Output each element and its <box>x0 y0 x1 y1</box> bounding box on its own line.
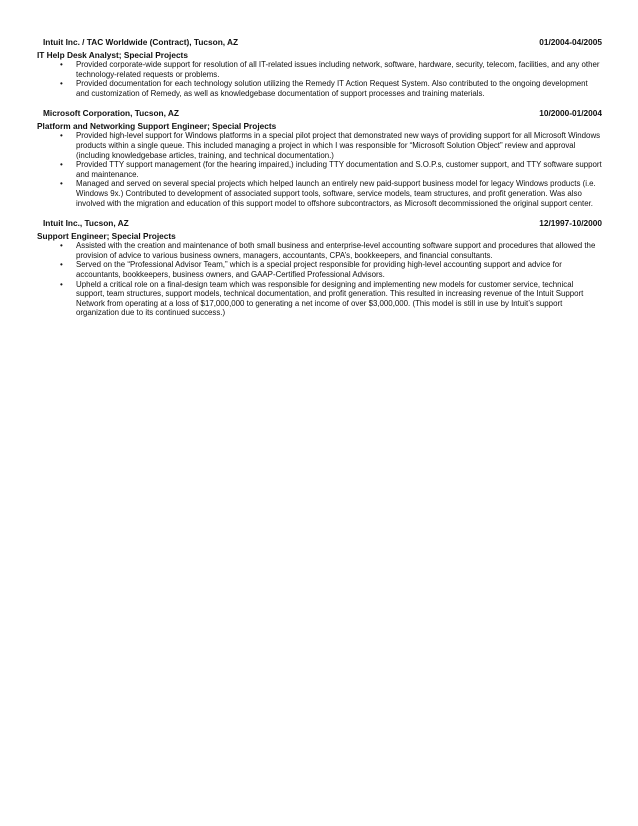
company-line <box>37 108 602 118</box>
job-entry-microsoft <box>37 108 602 208</box>
list-item: • Upheld a critical role on a final-design team which was responsible for designing and implementing new models for customer service, technical support, team structures, support models, technical documentation, and profit generation. This resulted in increasing revenue of the Intuit Support Network from operating at a loss of $17,000,000 to generating a net income of over $3,000,000. (This model is still in use by Intuit’s support organization due to its continued success.) <box>76 280 602 318</box>
responsibility-list <box>37 241 602 318</box>
list-item: • Provided corporate-wide support for resolution of all IT-related issues including network, software, hardware, security, telecom, facilities, and any other technology-related requests or problems. <box>76 60 602 79</box>
job-entry-intuit <box>37 218 602 318</box>
job-title: IT Help Desk Analyst; Special Projects <box>37 50 188 60</box>
responsibility-list <box>37 60 602 98</box>
employment-dates: 10/2000-01/2004 <box>539 108 602 119</box>
list-item: • Served on the “Professional Advisor Team,” which is a special project responsible for providing high-level accounting support and advice for accountants, bookkeepers, business owners, and GAAP-Certified Professional Advisors. <box>76 260 602 279</box>
job-title: Platform and Networking Support Engineer; Special Projects <box>37 121 277 132</box>
employment-dates: 12/1997-10/2000 <box>539 218 602 229</box>
list-item: • Provided high-level support for Windows platforms in a special pilot project that demonstrated new ways of providing support for all Microsoft Windows products within a single queue. This included managing a project in which I was responsible for “Microsoft Solution Object” review and approval (including knowledgebase articles, training, and technical documentation.) <box>76 131 602 160</box>
company-line <box>37 218 602 228</box>
employment-dates: 01/2004-04/2005 <box>539 37 602 47</box>
list-item: • Managed and served on several special projects which helped launch an entirely new paid-support business model for legacy Windows products (i.e. Windows 9x.) Contributed to development of associated support tools, software, service models, team structures, and profit generation. Was also involved with the migration and education of this support model to offshore subcontractors, as Microsoft decommissioned the original support center. <box>76 179 602 208</box>
list-item: • Provided documentation for each technology solution utilizing the Remedy IT Action Request System. Also contributed to the ongoing development and customization of Remedy, as well as knowledgebase documentation of support processes and training materials. <box>76 79 602 98</box>
job-title: Support Engineer; Special Projects <box>37 231 176 242</box>
responsibility-list <box>37 131 602 208</box>
company-line <box>37 37 602 47</box>
list-item: • Provided TTY support management (for the hearing impaired,) including TTY documentation and S.O.P.s, customer support, and TTY software support and maintenance. <box>76 160 602 179</box>
company-name: Intuit Inc. / TAC Worldwide (Contract), Tucson, AZ <box>43 37 239 47</box>
job-entry-intuit-tac <box>37 37 602 98</box>
list-item: • Assisted with the creation and maintenance of both small business and enterprise-level accounting software support and procedures that allowed the provision of advice to various business owners, managers, accountants, CPA’s, bookkeepers, and financial consultants. <box>76 241 602 260</box>
company-name: Intuit Inc., Tucson, AZ <box>43 218 129 229</box>
company-name: Microsoft Corporation, Tucson, AZ <box>43 108 179 119</box>
